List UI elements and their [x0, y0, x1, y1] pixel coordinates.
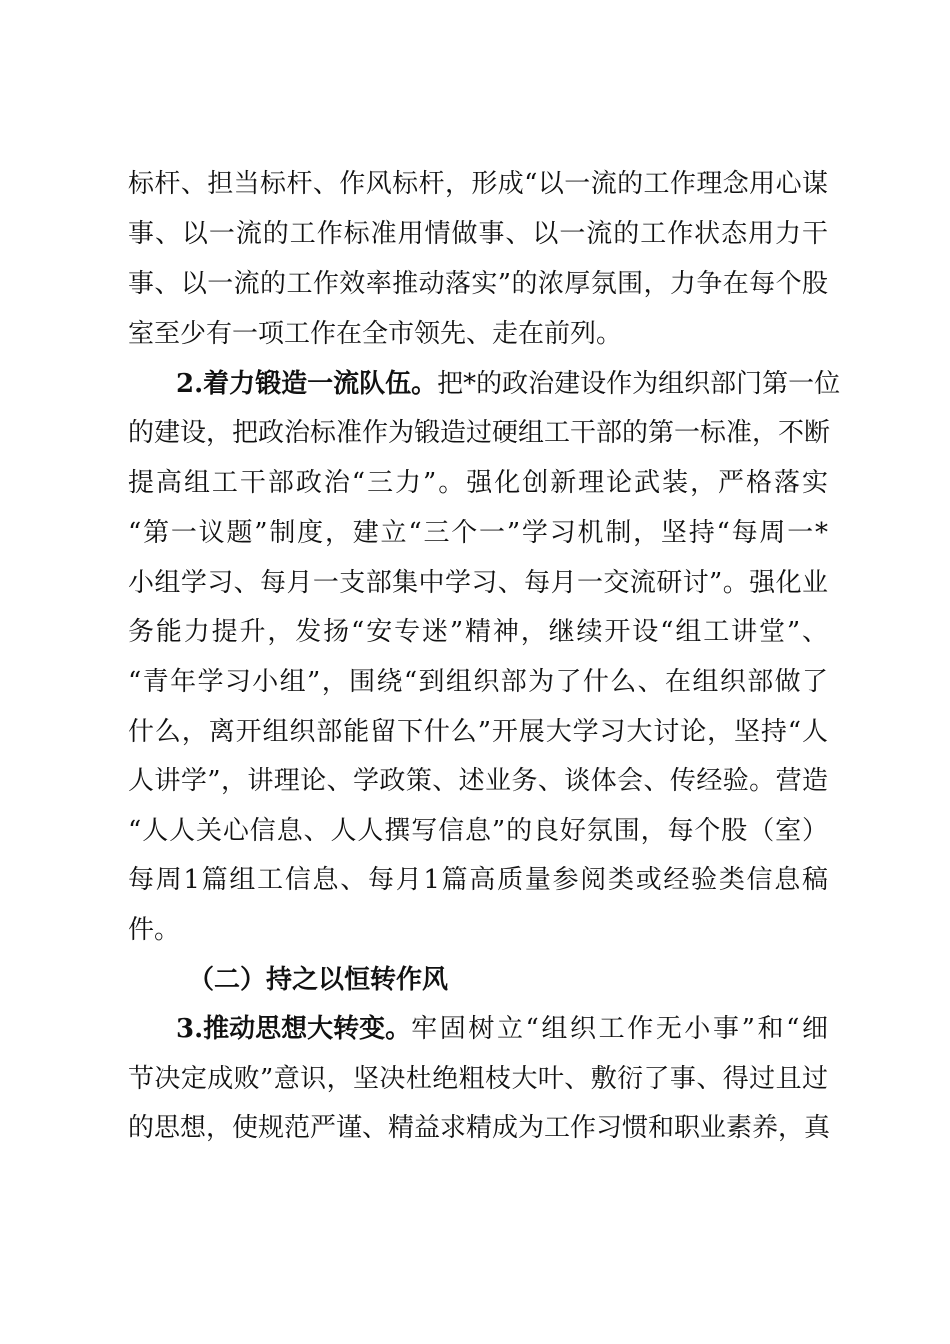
- bold-heading: 3.推动思想大转变。: [176, 1014, 412, 1044]
- line-text: “青年学习小组”，围绕“到组织部为了什么、在组织部做了: [128, 667, 828, 697]
- text-line: [128, 612, 828, 652]
- text-line: [128, 264, 828, 304]
- line-text: 每周1篇组工信息、每月1篇高质量参阅类或经验类信息稿: [128, 865, 828, 895]
- bold-heading: 2.着力锻造一流队伍。: [176, 369, 438, 399]
- bold-heading: （二）持之以恒转作风: [188, 965, 449, 995]
- line-text: 节决定成败”意识，坚决杜绝粗枝大叶、敷衍了事、得过且过: [128, 1064, 828, 1094]
- text-line: [128, 910, 828, 950]
- line-text: 的建设，把政治标准作为锻造过硬组工干部的第一标准，不断: [128, 418, 831, 448]
- line-text: 事、以一流的工作效率推动落实”的浓厚氛围，力争在每个股: [128, 269, 828, 299]
- line-text: 事、以一流的工作标准用情做事、以一流的工作状态用力干: [128, 219, 828, 249]
- text-line: [176, 364, 841, 404]
- line-text: 牢固树立“组织工作无小事”和“细: [411, 1014, 828, 1044]
- text-line: [128, 712, 828, 752]
- text-line: [176, 1009, 828, 1049]
- text-line: [128, 1108, 831, 1148]
- text-line: [128, 314, 828, 354]
- line-text: 的思想，使规范严谨、精益求精成为工作习惯和职业素养，真: [128, 1113, 831, 1143]
- text-line: [128, 860, 828, 900]
- line-text: 人讲学”，讲理论、学政策、述业务、谈体会、传经验。营造: [128, 766, 828, 796]
- text-line: [128, 413, 831, 453]
- text-line: [128, 662, 828, 702]
- text-line: [128, 164, 828, 204]
- text-line: [128, 1059, 828, 1099]
- text-line: [188, 960, 828, 1000]
- text-line: [128, 811, 828, 851]
- line-text: 提高组工干部政治“三力”。强化创新理论武装，严格落实: [128, 468, 828, 498]
- line-text: 小组学习、每月一支部集中学习、每月一交流研讨”。强化业: [128, 568, 828, 598]
- line-text: 什么，离开组织部能留下什么”开展大学习大讨论，坚持“人: [128, 717, 828, 747]
- line-text: 室至少有一项工作在全市领先、走在前列。: [128, 319, 623, 349]
- text-line: [128, 563, 828, 603]
- line-text: 务能力提升，发扬“安专迷”精神，继续开设“组工讲堂”、: [128, 617, 828, 647]
- text-line: [128, 214, 828, 254]
- line-text: “人人关心信息、人人撰写信息”的良好氛围，每个股（室）: [128, 816, 828, 846]
- text-line: [128, 761, 828, 801]
- line-text: “第一议题”制度，建立“三个一”学习机制，坚持“每周一*: [128, 518, 828, 548]
- text-line: [128, 463, 828, 503]
- text-line: [128, 513, 828, 553]
- line-text: 件。: [128, 915, 181, 945]
- line-text: 标杆、担当标杆、作风标杆，形成“以一流的工作理念用心谋: [128, 169, 828, 199]
- line-text: 把*的政治建设作为组织部门第一位: [437, 369, 841, 399]
